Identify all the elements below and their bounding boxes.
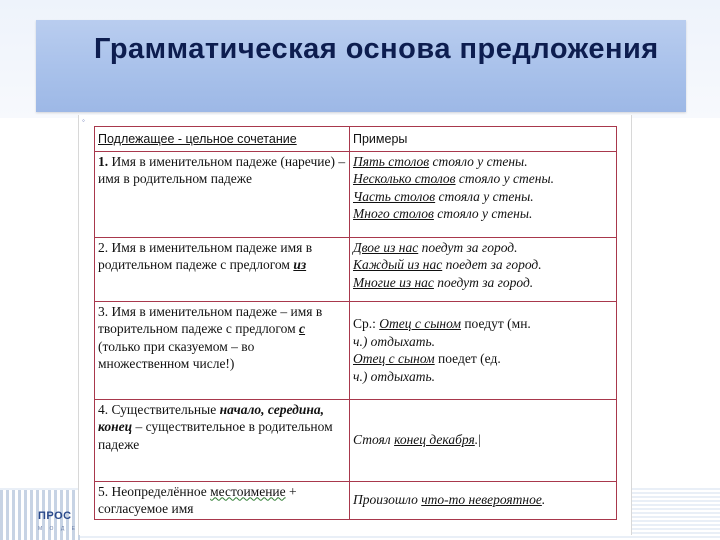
- table-row: [95, 301, 617, 399]
- header-examples: Примеры: [350, 127, 617, 152]
- row-3-rule: 3. Имя в именительном падеже – имя в творительном падеже с предлогом с (только при сказуемом – во множественном числе!): [95, 301, 350, 399]
- title-banner: [36, 20, 686, 112]
- grammar-table: [94, 126, 617, 520]
- document-image: [78, 115, 632, 535]
- row-2-rule: 2. Имя в именительном падеже имя в родительном падеже с предлогом из: [95, 237, 350, 301]
- publisher-logo: ПРОС: [38, 510, 72, 522]
- table-header-row: [95, 127, 617, 152]
- publisher-logo-sub: М О Д Е: [38, 526, 78, 532]
- row-4-rule: 4. Существительные начало, середина, конец – существительное в родительном падеже: [95, 399, 350, 481]
- header-subject: Подлежащее - цельное сочетание: [95, 127, 350, 152]
- row-5-examples: Произошло что-то невероятное.: [350, 481, 617, 519]
- row-5-rule: 5. Неопределённое местоимение + согласуемое имя: [95, 481, 350, 519]
- row-4-examples: Стоял конец декабря.|: [350, 399, 617, 481]
- slide-title: Грамматическая основа предложения: [94, 33, 659, 65]
- table-row: [95, 237, 617, 301]
- row-3-examples: Ср.: Отец с сыном поедут (мн. ч.) отдыхать. Отец с сыном поедет (ед. ч.) отдыхать.: [350, 301, 617, 399]
- table-row: [95, 151, 617, 237]
- table-row: [95, 399, 617, 481]
- row-1-rule: 1. Имя в именительном падеже (наречие) – имя в родительном падеже: [95, 151, 350, 237]
- text-cursor: |: [478, 432, 481, 448]
- row-1-examples: Пять столов стояло у стены. Несколько столов стояло у стены. Часть столов стояла у стены. Много столов стояло у стены.: [350, 151, 617, 237]
- table-row: [95, 481, 617, 519]
- corner-mark-icon: ◦: [82, 116, 85, 125]
- row-2-examples: Двое из нас поедут за город. Каждый из нас поедет за город. Многие из нас поедут за город.: [350, 237, 617, 301]
